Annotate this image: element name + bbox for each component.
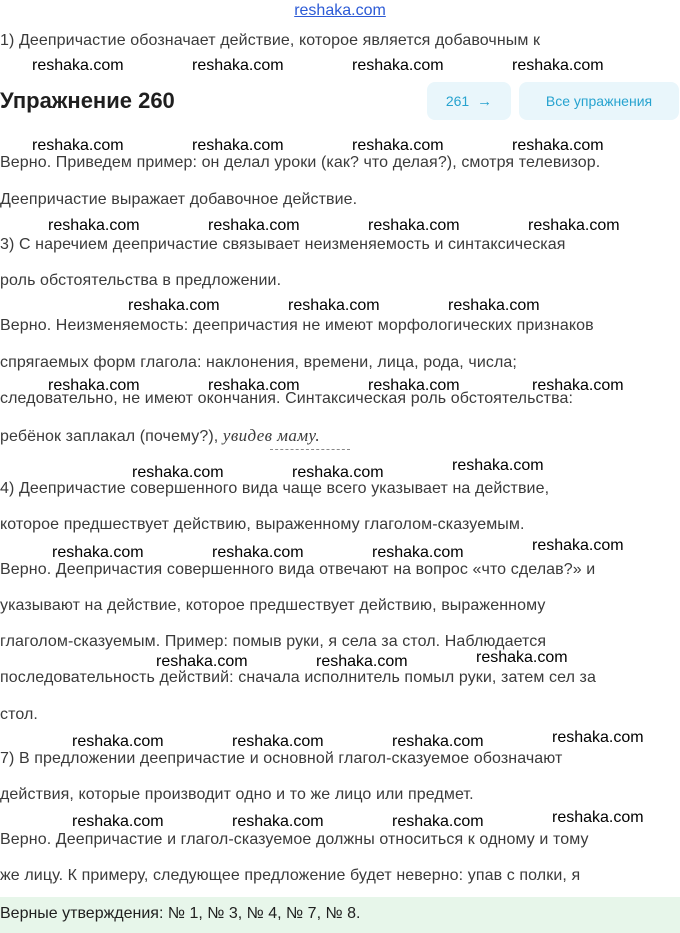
watermark: reshaka.com xyxy=(512,57,604,74)
page-title: Упражнение 260 xyxy=(0,88,175,113)
text-line: 7) В предложении деепричастие и основной глагол-сказуемое обозначают xyxy=(0,750,563,767)
text-line: Верно. Деепричастия совершенного вида отвечают на вопрос «что сделав?» и xyxy=(0,561,596,578)
watermark: reshaka.com xyxy=(452,457,544,474)
watermark: reshaka.com xyxy=(532,537,624,554)
watermark: reshaka.com xyxy=(288,297,380,314)
watermark: reshaka.com xyxy=(372,544,464,561)
text-line: 4) Деепричастие совершенного вида чаще всего указывает на действие, xyxy=(0,480,550,497)
watermark: reshaka.com xyxy=(528,217,620,234)
all-exercises-label: Все упражнения xyxy=(545,93,653,109)
text-line-content: ребёнок заплакал (почему?), xyxy=(0,428,219,445)
text-line: же лицу. К примеру, следующее предложение будет неверно: упав с полки, я xyxy=(0,867,581,884)
text-line: спрягаемых форм глагола: наклонения, времени, лица, рода, числа; xyxy=(0,354,517,371)
watermark: reshaka.com xyxy=(156,653,248,670)
watermark: reshaka.com xyxy=(232,733,324,750)
next-exercise-label: 261 xyxy=(445,93,470,109)
watermark: reshaka.com xyxy=(352,137,444,154)
watermark: reshaka.com xyxy=(128,297,220,314)
watermark: reshaka.com xyxy=(368,217,460,234)
watermark: reshaka.com xyxy=(72,813,164,830)
text-line: 3) С наречием деепричастие связывает неизменяемость и синтаксическая xyxy=(0,236,566,253)
watermark: reshaka.com xyxy=(192,57,284,74)
dashed-divider xyxy=(270,449,350,450)
text-line: которое предшествует действию, выраженному глаголом-сказуемым. xyxy=(0,516,525,533)
watermark: reshaka.com xyxy=(368,377,460,394)
watermark: reshaka.com xyxy=(316,653,408,670)
text-line: Верно. Приведем пример: он делал уроки (как? что делая?), смотря телевизор. xyxy=(0,154,601,171)
text-line: Верно. Деепричастие и глагол-сказуемое должны относиться к одному и тому xyxy=(0,831,589,848)
answer-text: Верные утверждения: № 1, № 3, № 4, № 7, № 8. xyxy=(0,905,361,922)
watermark: reshaka.com xyxy=(52,544,144,561)
watermark: reshaka.com xyxy=(512,137,604,154)
watermark: reshaka.com xyxy=(32,57,124,74)
text-line: указывают на действие, которое предшествует действию, выраженному xyxy=(0,597,546,614)
watermark: reshaka.com xyxy=(232,813,324,830)
watermark: reshaka.com xyxy=(132,464,224,481)
text-line: глаголом-сказуемым. Пример: помыв руки, я села за стол. Наблюдается xyxy=(0,633,547,650)
arrow-right-icon: → xyxy=(477,92,493,110)
watermark: reshaka.com xyxy=(532,377,624,394)
text-line xyxy=(0,426,320,446)
text-line: Верно. Неизменяемость: деепричастия не имеют морфологических признаков xyxy=(0,317,594,334)
watermark: reshaka.com xyxy=(192,137,284,154)
watermark: reshaka.com xyxy=(476,649,568,666)
watermark: reshaka.com xyxy=(32,137,124,154)
watermark: reshaka.com xyxy=(352,57,444,74)
site-link[interactable]: reshaka.com xyxy=(294,2,386,19)
watermark: reshaka.com xyxy=(72,733,164,750)
text-line: последовательность действий: сначала исполнитель помыл руки, затем сел за xyxy=(0,669,596,686)
watermark: reshaka.com xyxy=(208,217,300,234)
watermark: reshaka.com xyxy=(552,809,644,826)
next-exercise-button[interactable] xyxy=(427,82,511,120)
watermark: reshaka.com xyxy=(448,297,540,314)
watermark: reshaka.com xyxy=(48,377,140,394)
text-line: роль обстоятельства в предложении. xyxy=(0,272,282,289)
watermark: reshaka.com xyxy=(392,733,484,750)
watermark: reshaka.com xyxy=(292,464,384,481)
text-line: стол. xyxy=(0,706,38,723)
example-phrase: увидев маму. xyxy=(222,426,321,445)
watermark: reshaka.com xyxy=(392,813,484,830)
text-line: 1) Деепричастие обозначает действие, которое является добавочным к xyxy=(0,32,541,49)
watermark: reshaka.com xyxy=(208,377,300,394)
text-line: следовательно, не имеют окончания. Синтаксическая роль обстоятельства: xyxy=(0,390,574,407)
watermark: reshaka.com xyxy=(552,729,644,746)
all-exercises-button[interactable] xyxy=(519,82,679,120)
watermark: reshaka.com xyxy=(212,544,304,561)
text-line: действия, которые производит одно и то же лицо или предмет. xyxy=(0,786,474,803)
text-line: Деепричастие выражает добавочное действие. xyxy=(0,191,358,208)
watermark: reshaka.com xyxy=(48,217,140,234)
